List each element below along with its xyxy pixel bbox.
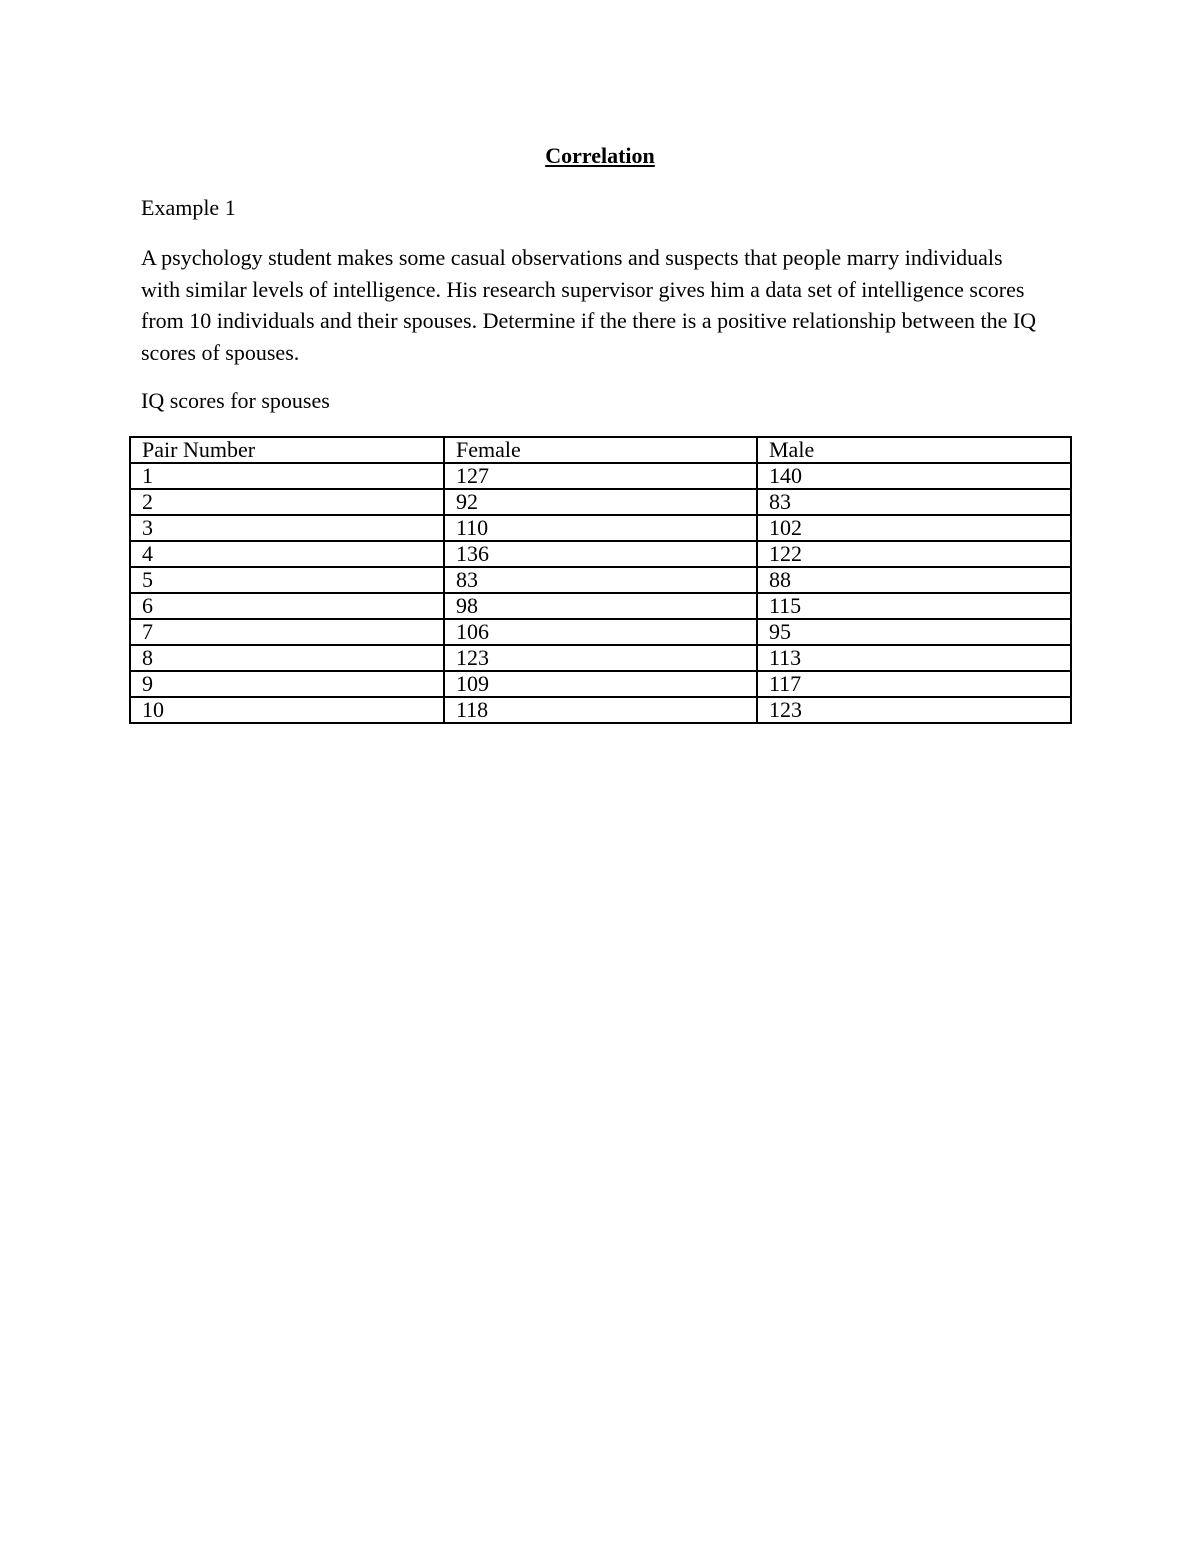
table-row bbox=[130, 697, 1071, 723]
female-score-cell: 110 bbox=[444, 515, 757, 541]
iq-scores-table bbox=[129, 436, 1072, 724]
male-score-cell: 88 bbox=[757, 567, 1071, 593]
pair-number-cell: 1 bbox=[130, 463, 444, 489]
male-score-cell: 117 bbox=[757, 671, 1071, 697]
problem-statement: A psychology student makes some casual observations and suspects that people marry individuals with similar levels of intelligence. His research supervisor gives him a data set of intelligence scores from 10 individuals and their spouses. Determine if the there is a positive relationship between the IQ scores of spouses. bbox=[141, 245, 1037, 365]
table-header-row bbox=[130, 437, 1071, 463]
pair-number-cell: 2 bbox=[130, 489, 444, 515]
female-score-cell: 106 bbox=[444, 619, 757, 645]
header-female: Female bbox=[444, 437, 757, 463]
table-row bbox=[130, 541, 1071, 567]
pair-number-cell: 10 bbox=[130, 697, 444, 723]
male-score-cell: 123 bbox=[757, 697, 1071, 723]
table-row bbox=[130, 619, 1071, 645]
male-score-cell: 102 bbox=[757, 515, 1071, 541]
table-row bbox=[130, 671, 1071, 697]
pair-number-cell: 8 bbox=[130, 645, 444, 671]
pair-number-cell: 9 bbox=[130, 671, 444, 697]
male-score-cell: 140 bbox=[757, 463, 1071, 489]
female-score-cell: 118 bbox=[444, 697, 757, 723]
example-label: Example 1 bbox=[141, 195, 236, 220]
table-row bbox=[130, 593, 1071, 619]
table-row bbox=[130, 489, 1071, 515]
female-score-cell: 109 bbox=[444, 671, 757, 697]
female-score-cell: 83 bbox=[444, 567, 757, 593]
header-male: Male bbox=[757, 437, 1071, 463]
table-row bbox=[130, 515, 1071, 541]
male-score-cell: 113 bbox=[757, 645, 1071, 671]
pair-number-cell: 5 bbox=[130, 567, 444, 593]
pair-number-cell: 7 bbox=[130, 619, 444, 645]
header-pair-number: Pair Number bbox=[130, 437, 444, 463]
female-score-cell: 123 bbox=[444, 645, 757, 671]
male-score-cell: 83 bbox=[757, 489, 1071, 515]
male-score-cell: 95 bbox=[757, 619, 1071, 645]
pair-number-cell: 4 bbox=[130, 541, 444, 567]
female-score-cell: 92 bbox=[444, 489, 757, 515]
table-caption: IQ scores for spouses bbox=[141, 388, 330, 413]
male-score-cell: 122 bbox=[757, 541, 1071, 567]
male-score-cell: 115 bbox=[757, 593, 1071, 619]
female-score-cell: 136 bbox=[444, 541, 757, 567]
document-title: Correlation bbox=[545, 143, 655, 168]
table-row bbox=[130, 567, 1071, 593]
pair-number-cell: 6 bbox=[130, 593, 444, 619]
table-row bbox=[130, 645, 1071, 671]
female-score-cell: 127 bbox=[444, 463, 757, 489]
table-row bbox=[130, 463, 1071, 489]
pair-number-cell: 3 bbox=[130, 515, 444, 541]
female-score-cell: 98 bbox=[444, 593, 757, 619]
